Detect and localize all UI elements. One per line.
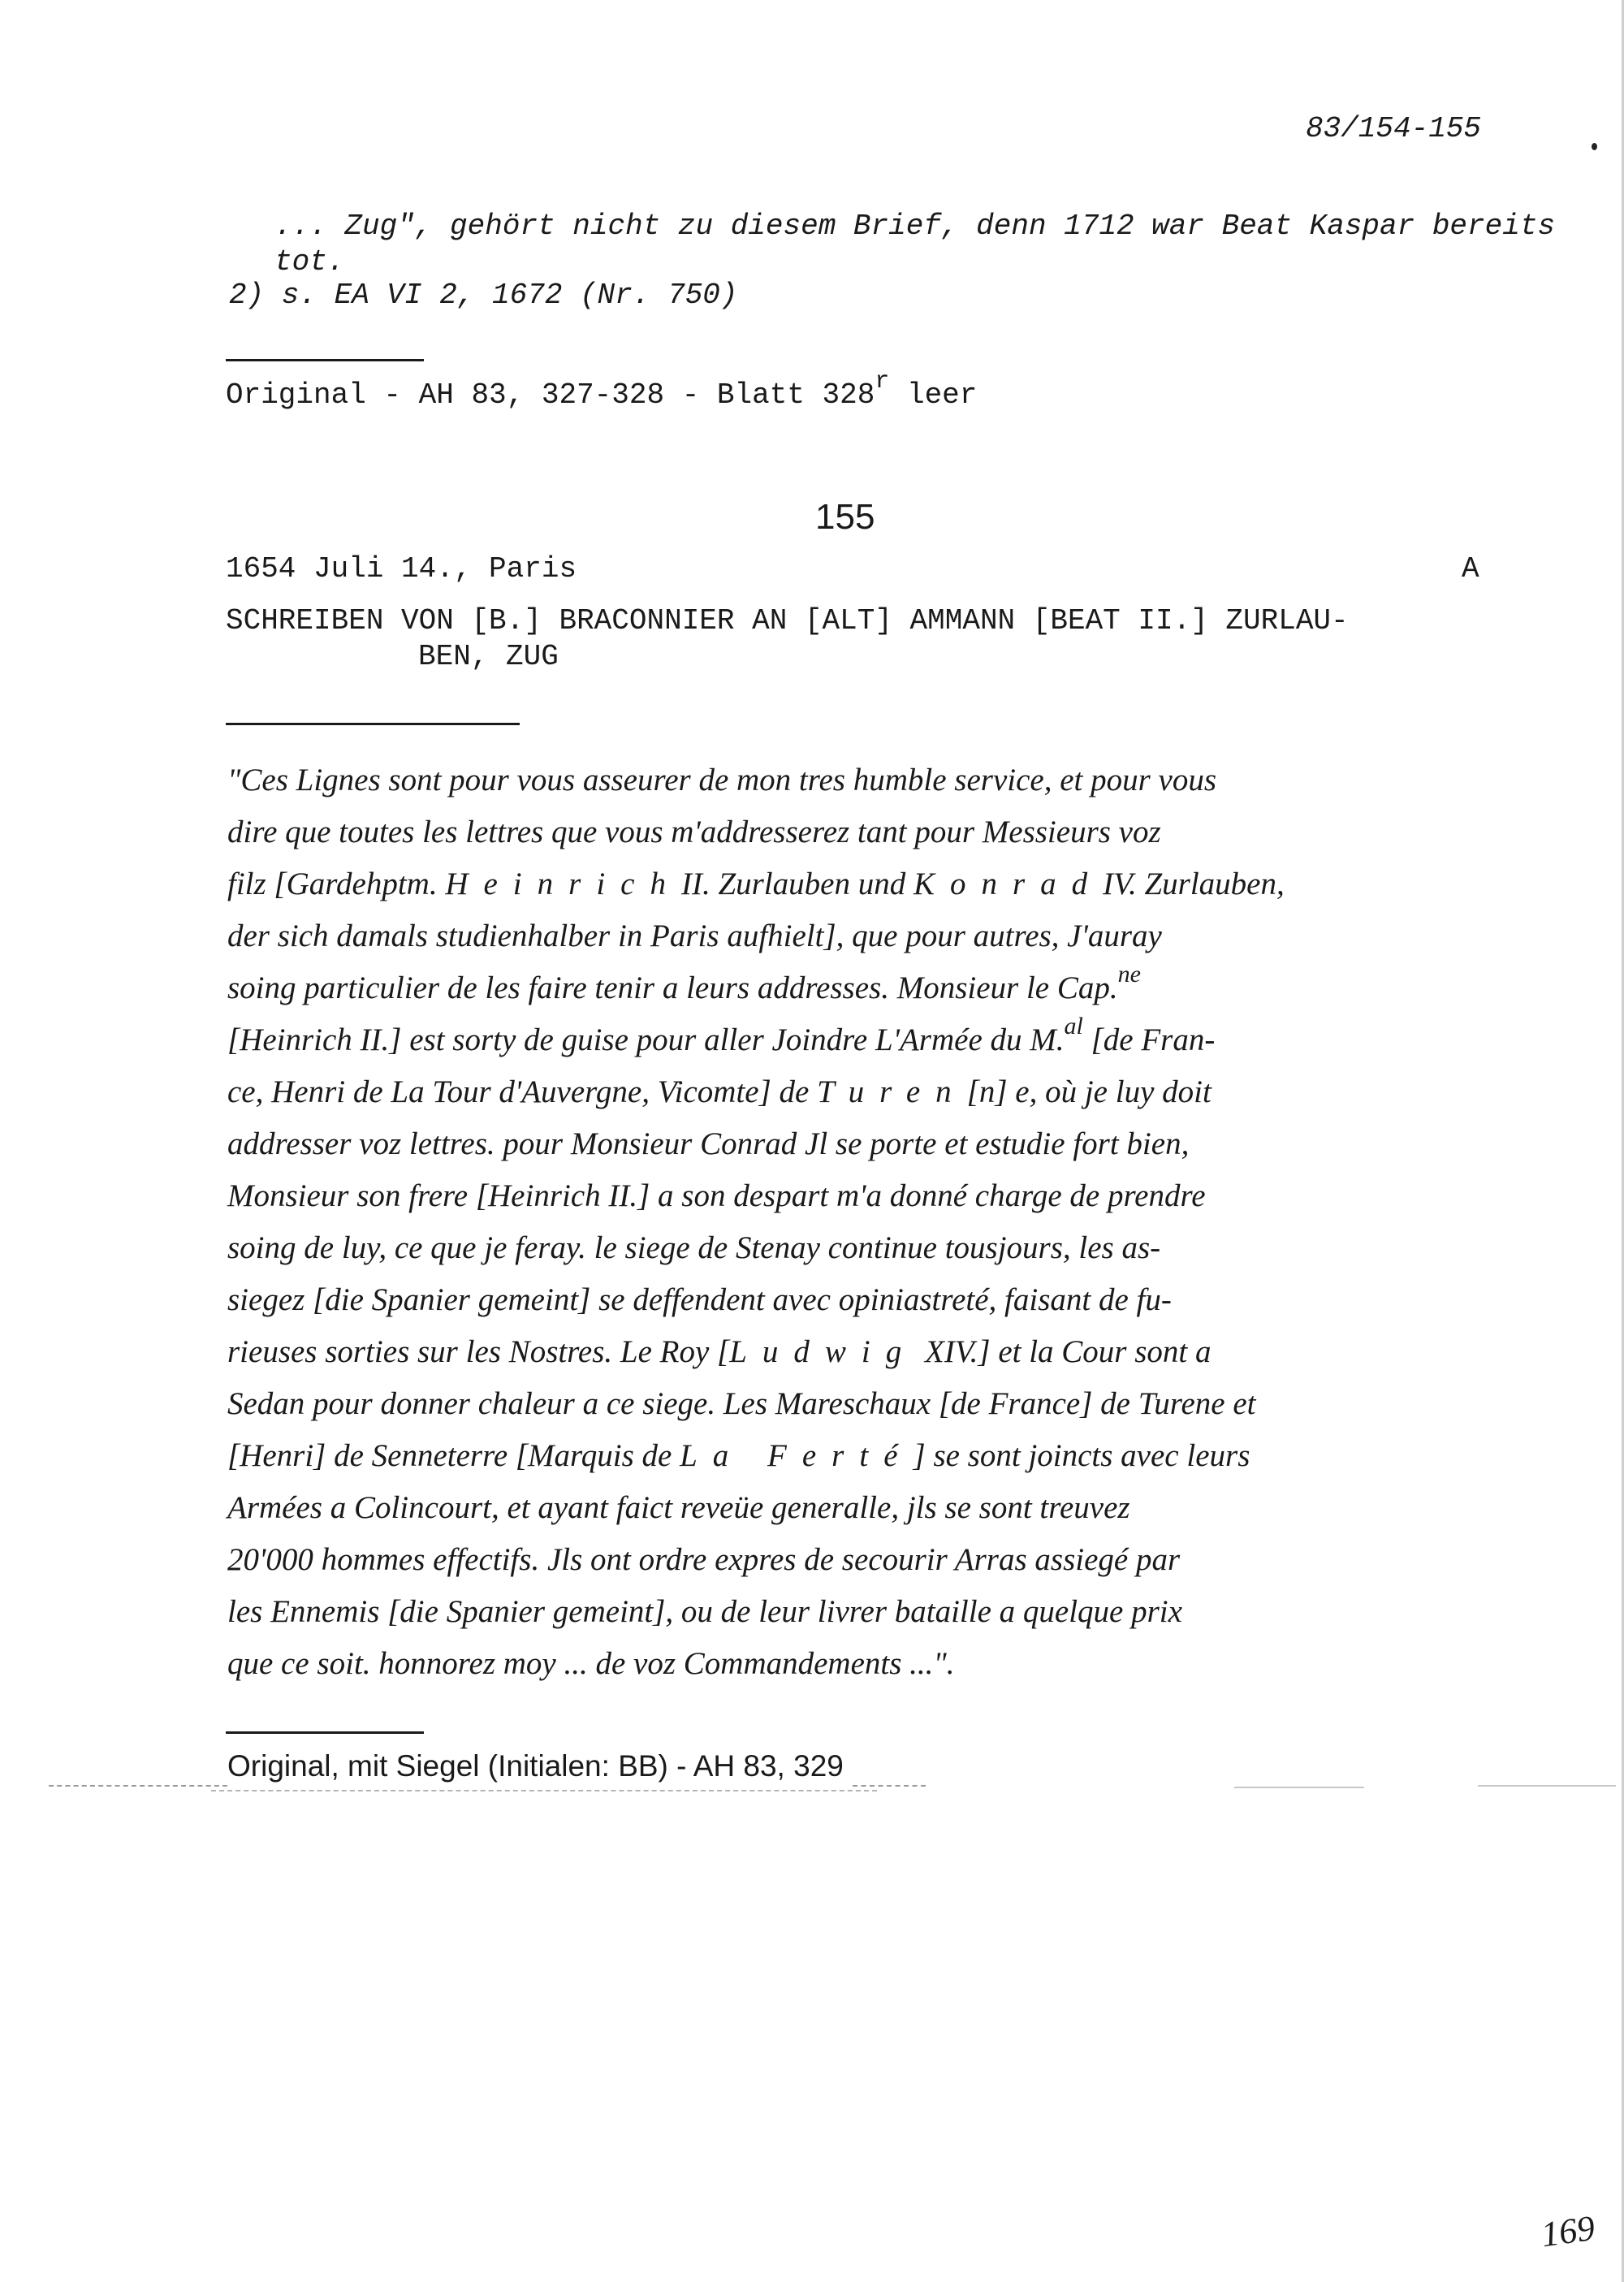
scan-artifact bbox=[853, 1785, 926, 1787]
letter-text-segment: rieuses sorties sur les Nostres. Le Roy [ bbox=[227, 1334, 730, 1369]
letter-text-line: Armées a Colincourt, et ayant faict reveüe generalle, jls se sont treuvez bbox=[227, 1490, 1130, 1525]
letter-text-segment: II. Zurlauben und bbox=[680, 867, 906, 901]
letter-text-line bbox=[227, 1074, 1212, 1110]
footnote-line-continuation: tot. bbox=[274, 245, 345, 279]
previous-source-after: leer bbox=[889, 378, 978, 412]
spaced-name: Konrad bbox=[913, 867, 1104, 901]
letter-text-line: 20'000 hommes effectifs. Jls ont ordre expres de secourir Arras assiegé par bbox=[227, 1542, 1181, 1577]
letter-text-line: dire que toutes les lettres que vous m'addresserez tant pour Messieurs voz bbox=[227, 815, 1161, 849]
handwritten-page-number: 169 bbox=[1538, 2207, 1598, 2255]
document-title-continuation: BEN, ZUG bbox=[418, 640, 559, 673]
letter-text-line bbox=[227, 1333, 1212, 1370]
letter-text-line: der sich damals studienhalber in Paris aufhielt], que pour autres, J'auray bbox=[227, 918, 1162, 953]
letter-text-segment: XIV.] et la Cour sont a bbox=[917, 1334, 1212, 1369]
document-number: 155 bbox=[815, 497, 875, 537]
letter-text-segment: ] se sont joincts avec leurs bbox=[913, 1438, 1250, 1473]
source-line: Original, mit Siegel (Initialen: BB) - AH 83, 329 bbox=[227, 1749, 844, 1783]
spaced-name: Heinrich bbox=[445, 867, 681, 901]
letter-text-segment: ce, Henri de La Tour d'Auvergne, Vicomte] de bbox=[227, 1074, 810, 1109]
letter-text-segment: soing particulier de les faire tenir a leurs addresses. Monsieur le Cap. bbox=[227, 970, 1118, 1005]
letter-text-line: siegez [die Spanier gemeint] se deffendent avec opiniastreté, faisant de fu- bbox=[227, 1282, 1172, 1317]
letter-text-segment: [de Fran- bbox=[1082, 1022, 1216, 1057]
letter-text-line bbox=[227, 1437, 1250, 1474]
footnote-line: ... Zug", gehört nicht zu diesem Brief, denn 1712 war Beat Kaspar bereits bbox=[274, 210, 1556, 243]
divider-rule bbox=[226, 723, 520, 725]
letter-text-segment: [n] e, où je luy doit bbox=[966, 1074, 1212, 1109]
scan-artifact bbox=[1234, 1787, 1364, 1788]
letter-text-segment: [Henri] de Senneterre [Marquis de bbox=[227, 1438, 672, 1473]
letter-text-line: que ce soit. honnorez moy ... de voz Commandements ...". bbox=[227, 1646, 955, 1681]
divider-rule bbox=[226, 359, 424, 361]
scan-artifact bbox=[211, 1790, 877, 1791]
letter-text-line bbox=[227, 866, 1285, 902]
document-title: SCHREIBEN VON [B.] BRACONNIER AN [ALT] AMMANN [BEAT II.] ZURLAU- bbox=[226, 604, 1349, 637]
letter-text-line bbox=[227, 961, 1141, 1006]
scan-artifact bbox=[49, 1785, 227, 1787]
superscript: ne bbox=[1117, 961, 1141, 988]
spaced-name: Turen bbox=[817, 1074, 967, 1109]
letter-text-line: Sedan pour donner chaleur a ce siege. Les Mareschaux [de France] de Turene et bbox=[227, 1386, 1256, 1421]
letter-text-segment: [Heinrich II.] est sorty de guise pour aller Joindre L'Armée du M. bbox=[227, 1022, 1065, 1057]
divider-rule bbox=[226, 1731, 424, 1734]
footnote-line: 2) s. EA VI 2, 1672 (Nr. 750) bbox=[229, 279, 738, 312]
letter-text-line: les Ennemis [die Spanier gemeint], ou de leur livrer bataille a quelque prix bbox=[227, 1594, 1182, 1629]
previous-source-superscript: r bbox=[875, 368, 890, 395]
spaced-name: Ludwig bbox=[729, 1334, 918, 1369]
letter-text-line bbox=[227, 1013, 1216, 1058]
previous-source-line bbox=[226, 368, 978, 412]
letter-text-line: addresser voz lettres. pour Monsieur Conrad Jl se porte et estudie fort bien, bbox=[227, 1126, 1190, 1161]
spaced-name: La Ferté bbox=[680, 1438, 914, 1473]
letter-text-line: Monsieur son frere [Heinrich II.] a son despart m'a donné charge de prendre bbox=[227, 1178, 1206, 1213]
scan-dot bbox=[1592, 143, 1597, 150]
document-letter-code: A bbox=[1462, 552, 1479, 586]
scan-artifact bbox=[1478, 1785, 1616, 1787]
letter-text-segment: IV. Zurlauben, bbox=[1103, 867, 1285, 901]
letter-text-line: soing de luy, ce que je feray. le siege de Stenay continue tousjours, les as- bbox=[227, 1230, 1161, 1265]
page-reference: 83/154-155 bbox=[1306, 112, 1482, 145]
document-date-place: 1654 Juli 14., Paris bbox=[226, 552, 577, 586]
letter-text-line: "Ces Lignes sont pour vous asseurer de mon tres humble service, et pour vous bbox=[227, 763, 1217, 797]
superscript: al bbox=[1064, 1013, 1083, 1039]
letter-text-segment: filz [Gardehptm. bbox=[227, 867, 438, 901]
previous-source-text: Original - AH 83, 327-328 - Blatt 328 bbox=[226, 378, 875, 412]
